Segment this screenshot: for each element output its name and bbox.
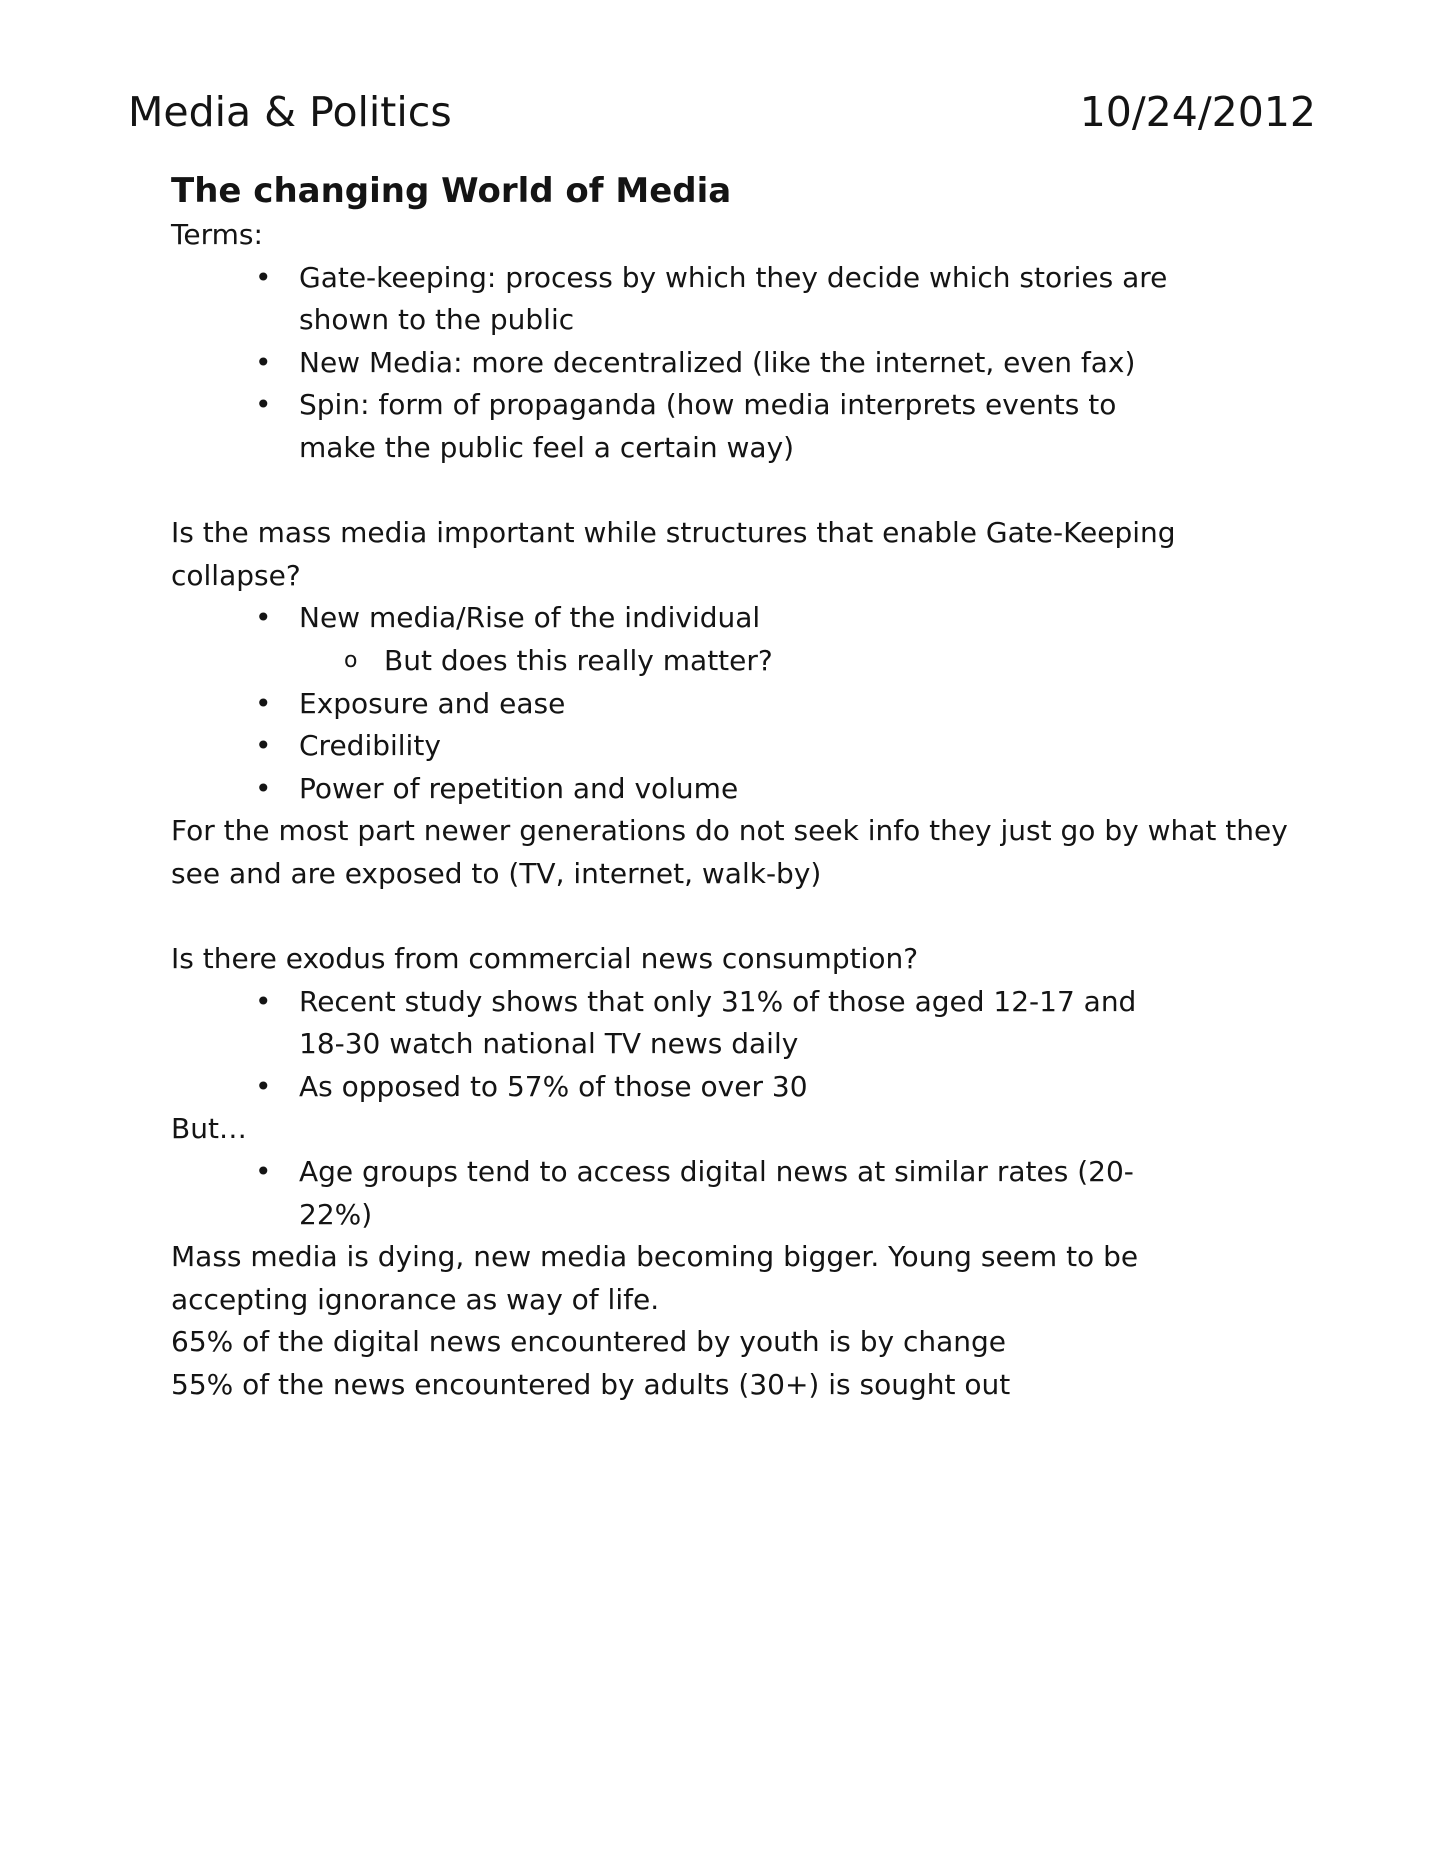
document-header: [128, 84, 1316, 140]
sub-list-item: o But does this really matter?: [171, 640, 1189, 683]
but-list: [171, 1151, 1291, 1236]
list-item: • Power of repetition and volume: [171, 768, 1189, 811]
question-paragraph: Is there exodus from commercial news consumption?: [171, 942, 919, 976]
terms-list: [171, 257, 1291, 470]
note-paragraph: For the most part newer generations do not seek info they just go by what they see and are exposed to (TV, internet, walk-by): [171, 814, 1288, 890]
term-item: • Gate-keeping: process by which they decide which stories are shown to the public: [171, 257, 1189, 342]
list-item: • Credibility: [171, 725, 1189, 768]
document-title: Media & Politics: [128, 88, 452, 136]
list-item: • Exposure and ease: [171, 683, 1189, 726]
blank-line: [171, 896, 1291, 939]
question-paragraph: Is the mass media important while structures that enable Gate-Keeping collapse?: [171, 516, 1176, 592]
list-item: [171, 597, 1189, 682]
term-item: • Spin: form of propaganda (how media interprets events to make the public feel a certain way): [171, 384, 1189, 469]
question1-list: [171, 597, 1291, 810]
term-item: • New Media: more decentralized (like the internet, even fax): [171, 342, 1189, 385]
terms-label: Terms:: [171, 218, 263, 251]
sub-list: [299, 640, 1189, 683]
list-item-text: New media/Rise of the individual: [299, 601, 761, 635]
list-item: • As opposed to 57% of those over 30: [171, 1066, 1189, 1109]
section-title: The changing World of Media: [171, 171, 732, 211]
but-label: But…: [171, 1112, 247, 1146]
list-item: • Recent study shows that only 31% of those aged 12-17 and 18-30 watch national TV news daily: [171, 981, 1189, 1066]
stat-line: 55% of the news encountered by adults (30+) is sought out: [171, 1368, 1011, 1402]
document-body: [171, 168, 1291, 1407]
document-date: 10/24/2012: [1079, 88, 1316, 136]
conclusion-paragraph: Mass media is dying, new media becoming bigger. Young seem to be accepting ignorance as way of life.: [171, 1240, 1139, 1316]
question2-list: [171, 981, 1291, 1109]
blank-line: [171, 470, 1291, 513]
stat-line: 65% of the digital news encountered by youth is by change: [171, 1325, 1007, 1359]
list-item: • Age groups tend to access digital news at similar rates (20-22%): [171, 1151, 1189, 1236]
